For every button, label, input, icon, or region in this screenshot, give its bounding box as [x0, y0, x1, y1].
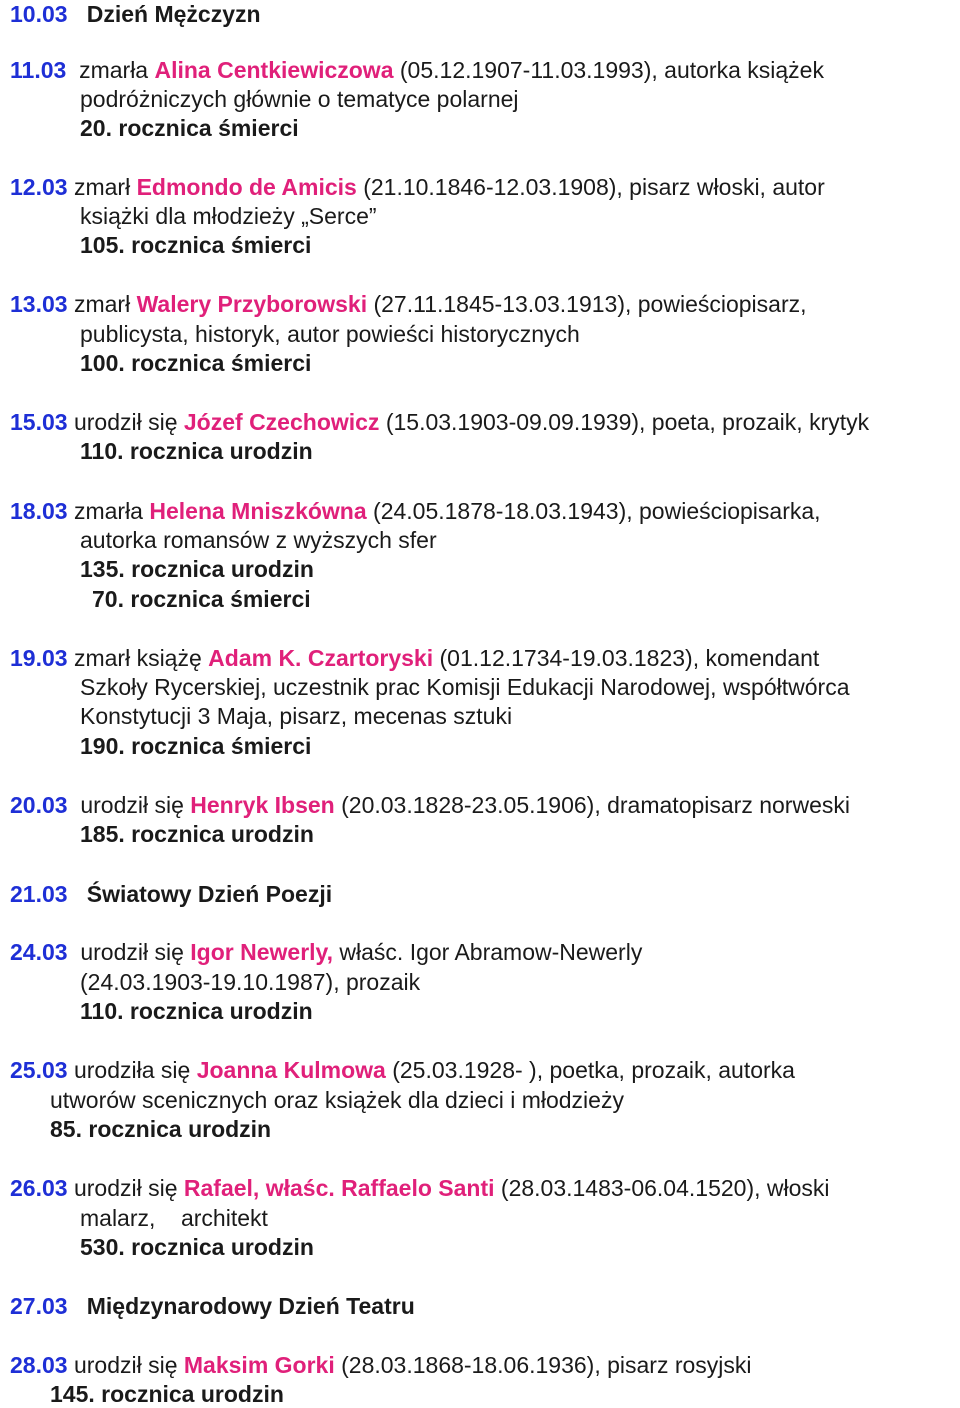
entry-15-03	[10, 408, 869, 436]
entry-person: Helena Mniszkówna	[149, 498, 367, 524]
entry-description-line: Szkoły Rycerskiej, uczestnik prac Komisji Edukacji Narodowej, współtwórca	[80, 674, 850, 700]
entry-person: Adam K. Czartoryski	[208, 645, 434, 671]
entry-verb: urodziła się	[73, 1057, 191, 1083]
entry-description-line: książki dla młodzieży „Serce”	[80, 203, 377, 229]
entry-19-03	[10, 644, 819, 672]
entry-description: właśc. Igor Abramow-Newerly	[339, 939, 643, 965]
entry-description-line: utworów scenicznych oraz książek dla dzieci i młodzieży	[50, 1087, 624, 1113]
entry-event: Światowy Dzień Poezji	[86, 881, 333, 907]
entry-verb: urodził się	[73, 1352, 178, 1378]
entry-11-03	[10, 56, 824, 84]
entry-description-line: (24.03.1903-19.10.1987), prozaik	[80, 969, 421, 995]
entry-description: (27.11.1845-13.03.1913), powieściopisarz,	[373, 291, 807, 317]
entry-person: Joanna Kulmowa	[196, 1057, 386, 1083]
entry-description: (05.12.1907-11.03.1993), autorka książek	[399, 57, 824, 83]
entry-description: (28.03.1868-18.06.1936), pisarz rosyjski	[341, 1352, 752, 1378]
entry-verb: zmarł	[73, 174, 131, 200]
entry-10-03	[10, 0, 261, 28]
entry-date: 18.03	[10, 498, 68, 524]
entry-date: 27.03	[10, 1293, 68, 1319]
entry-description: (24.05.1878-18.03.1943), powieściopisarka,	[373, 498, 821, 524]
entry-verb: zmarł	[73, 291, 131, 317]
entry-24-03	[10, 938, 642, 966]
entry-verb: urodził się	[80, 792, 184, 818]
entry-date: 15.03	[10, 409, 68, 435]
entry-20-03	[10, 791, 850, 819]
entry-verb: zmarł książę	[73, 645, 202, 671]
entry-date: 25.03	[10, 1057, 68, 1083]
entry-person: Rafael, właśc. Raffaelo Santi	[183, 1175, 495, 1201]
entry-verb: urodził się	[80, 939, 184, 965]
entry-person: Maksim Gorki	[183, 1352, 335, 1378]
entry-verb: zmarła	[73, 498, 143, 524]
entry-event: Międzynarodowy Dzień Teatru	[86, 1293, 415, 1319]
entry-description-line: publicysta, historyk, autor powieści historycznych	[80, 321, 580, 347]
entry-description-line: malarz, architekt	[80, 1205, 268, 1231]
entry-person: Igor Newerly,	[190, 939, 334, 965]
entry-date: 20.03	[10, 792, 68, 818]
entry-description: (15.03.1903-09.09.1939), poeta, prozaik, krytyk	[385, 409, 870, 435]
entry-anniversary: 100. rocznica śmierci	[80, 350, 312, 376]
entry-anniversary: 20. rocznica śmierci	[80, 115, 299, 141]
entry-anniversary: 185. rocznica urodzin	[80, 821, 314, 847]
entry-verb: urodził się	[73, 409, 178, 435]
entry-anniversary: 110. rocznica urodzin	[80, 438, 313, 464]
entry-26-03	[10, 1174, 830, 1202]
entry-description: (28.03.1483-06.04.1520), włoski	[500, 1175, 830, 1201]
entry-12-03	[10, 173, 825, 201]
entry-27-03	[10, 1292, 415, 1320]
entry-description: (21.10.1846-12.03.1908), pisarz włoski, autor	[363, 174, 825, 200]
entry-anniversary: 190. rocznica śmierci	[80, 733, 312, 759]
entry-date: 13.03	[10, 291, 68, 317]
entry-18-03	[10, 497, 821, 525]
entry-25-03	[10, 1056, 795, 1084]
entry-date: 10.03	[10, 1, 68, 27]
entry-event: Dzień Mężczyzn	[86, 1, 261, 27]
entry-description-line: Konstytucji 3 Maja, pisarz, mecenas sztuki	[80, 703, 513, 729]
entry-anniversary: 135. rocznica urodzin	[80, 556, 314, 582]
entry-28-03	[10, 1351, 752, 1379]
entry-verb: urodził się	[73, 1175, 178, 1201]
entry-date: 26.03	[10, 1175, 68, 1201]
entry-anniversary: 105. rocznica śmierci	[80, 232, 312, 258]
entry-person: Henryk Ibsen	[190, 792, 335, 818]
entry-description: (01.12.1734-19.03.1823), komendant	[439, 645, 820, 671]
entry-person: Edmondo de Amicis	[136, 174, 357, 200]
entry-date: 12.03	[10, 174, 68, 200]
entry-anniversary: 530. rocznica urodzin	[80, 1234, 314, 1260]
entry-description-line: podróżniczych głównie o tematyce polarnej	[80, 86, 519, 112]
entry-anniversary: 70. rocznica śmierci	[92, 586, 311, 612]
entry-13-03	[10, 290, 807, 318]
entry-21-03	[10, 880, 332, 908]
entry-verb: zmarła	[79, 57, 149, 83]
entry-date: 21.03	[10, 881, 68, 907]
entry-person: Józef Czechowicz	[183, 409, 380, 435]
entry-description: (25.03.1928- ), poetka, prozaik, autorka	[392, 1057, 795, 1083]
entry-anniversary: 110. rocznica urodzin	[80, 998, 313, 1024]
entry-date: 24.03	[10, 939, 68, 965]
entry-date: 11.03	[10, 57, 67, 83]
entry-person: Walery Przyborowski	[136, 291, 368, 317]
entry-person: Alina Centkiewiczowa	[154, 57, 394, 83]
entry-anniversary: 145. rocznica urodzin	[50, 1381, 284, 1407]
entry-anniversary: 85. rocznica urodzin	[50, 1116, 272, 1142]
entry-date: 28.03	[10, 1352, 68, 1378]
entry-description: (20.03.1828-23.05.1906), dramatopisarz norweski	[341, 792, 850, 818]
entry-description-line: autorka romansów z wyższych sfer	[80, 527, 437, 553]
entry-date: 19.03	[10, 645, 68, 671]
